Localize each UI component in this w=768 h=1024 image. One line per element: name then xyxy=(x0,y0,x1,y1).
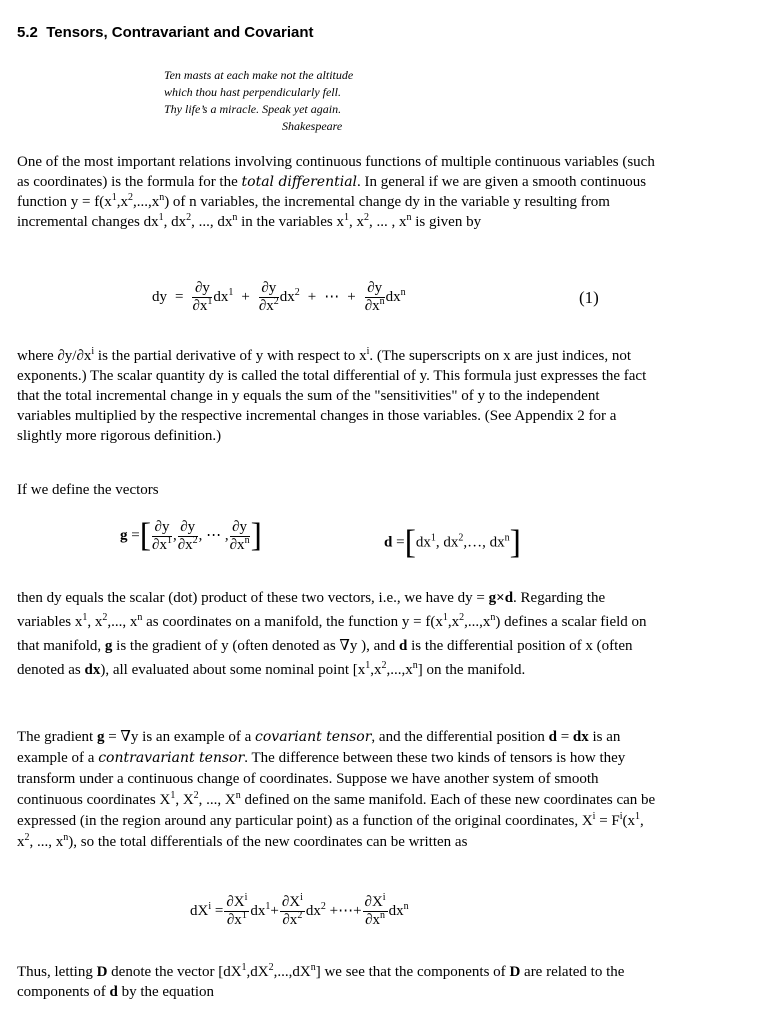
paragraph-components-relation: Thus, letting D denote the vector $[dX^1,dX^2,...,dX^n]$ we see that the components of D are related to the components of d by the equation xyxy=(17,962,625,1000)
paragraph-scalar-product: then dy equals the scalar (dot) product of these two vectors, i.e., we have dy = g×d. Regarding the variables $x^1$, $x^2$,..., $x^n$ as coordinates on a manifold, the function $y = f(x^1,x^2,...,x^n)$ defines a scalar field on that manifold, g is the gradient of y (often denoted as ∇y ), and d is the differential position of x (often denoted as dx), all evaluated about some nominal point $[x^1,x^2,...,x^n]$ on the manifold. xyxy=(17,590,647,678)
paragraph-covariant-contravariant: The gradient g = ∇y is an example of a covariant tensor, and the differential position d = dx is an example of a contravariant tensor. The difference between these two kinds of tensors is how they transform under a continuous change of coordinates. Suppose we have another system of smooth continuous coordinates $X^1$, $X^2$, ..., $X^n$ defined on the same manifold. Each of these new coordinates can be expressed (in the region around any particular point) as a function of the original coordinates, $X^i = F^i(x^1$, $x^2$, ..., $x^n$), so the total differentials of the new coordinates can be written as xyxy=(17,729,656,850)
term-total-differential: total differential xyxy=(241,174,358,190)
section-title: Tensors, Contravariant and Covariant xyxy=(46,24,314,41)
epigraph xyxy=(164,67,353,135)
epigraph-line: Ten masts at each make not the altitude xyxy=(164,68,354,82)
section-heading xyxy=(17,24,314,41)
term-covariant-tensor: covariant tensor xyxy=(255,729,372,745)
epigraph-line: which thou hast perpendicularly fell. xyxy=(164,85,341,99)
term-contravariant-tensor: contravariant tensor xyxy=(98,750,245,766)
equation-new-differentials: $dX^i$ = $\frac{\partial X^i}{\partial x^1}$ $dx^1+$ $\frac{\partial X^i}{\partial x^2}$ $dx^2$ +⋯+ $\frac{\partial X^i}{\partial x^n}$ $dx^n$ xyxy=(190,892,409,928)
paragraph-total-differential: One of the most important relations involving continuous functions of multiple continuous variables (such as coordinates) is the formula for the total differential. In general if we are given a smooth continuous function $y = f(x^1,x^2,...,x^n)$ of n variables, the incremental change dy in the variable y resulting from incremental changes $dx^1$, $dx^2$, ..., $dx^n$ in the variables $x^1$, $x^2$, ... , $x^n$ is given by xyxy=(17,154,655,230)
equation-vector-d: $d =[dx^1$, $dx^2,\dots$, $dx^n$] xyxy=(384,524,521,561)
paragraph-define-vectors: If we define the vectors xyxy=(17,482,159,498)
equation-vector-g: g =[ $\frac{\partial y}{\partial x^1}$ , $\frac{\partial y}{\partial x^2}$ , ⋯ , $\frac{\partial y}{\partial x^n}$ ] xyxy=(120,517,262,554)
equation-number: (1) xyxy=(579,288,599,307)
epigraph-line: Thy life’s a miracle. Speak yet again. xyxy=(164,102,342,116)
equation-1: dy = $\frac{\partial y}{\partial x^1}$ $dx^1$ + $\frac{\partial y}{\partial x^2}$ $dx^2$ + ⋯ + $\frac{\partial y}{\partial x^n}$ $dx^n$ xyxy=(152,280,406,314)
paragraph-partial-derivative: where $\partial y/\partial x^i$ is the partial derivative of y with respect to $x^i$. (The superscripts on x are just indices, not exponents.) The scalar quantity dy is called the total differential of y. This formula just expresses the fact that the total incremental change in y equals the sum of the "sensitivities" of y to the independent variables multiplied by the respective incremental changes in those variables. (See Appendix 2 for a slightly more rigorous definition.) xyxy=(17,346,647,444)
section-number: 5.2 xyxy=(17,24,38,41)
epigraph-attribution: Shakespeare xyxy=(282,119,343,133)
